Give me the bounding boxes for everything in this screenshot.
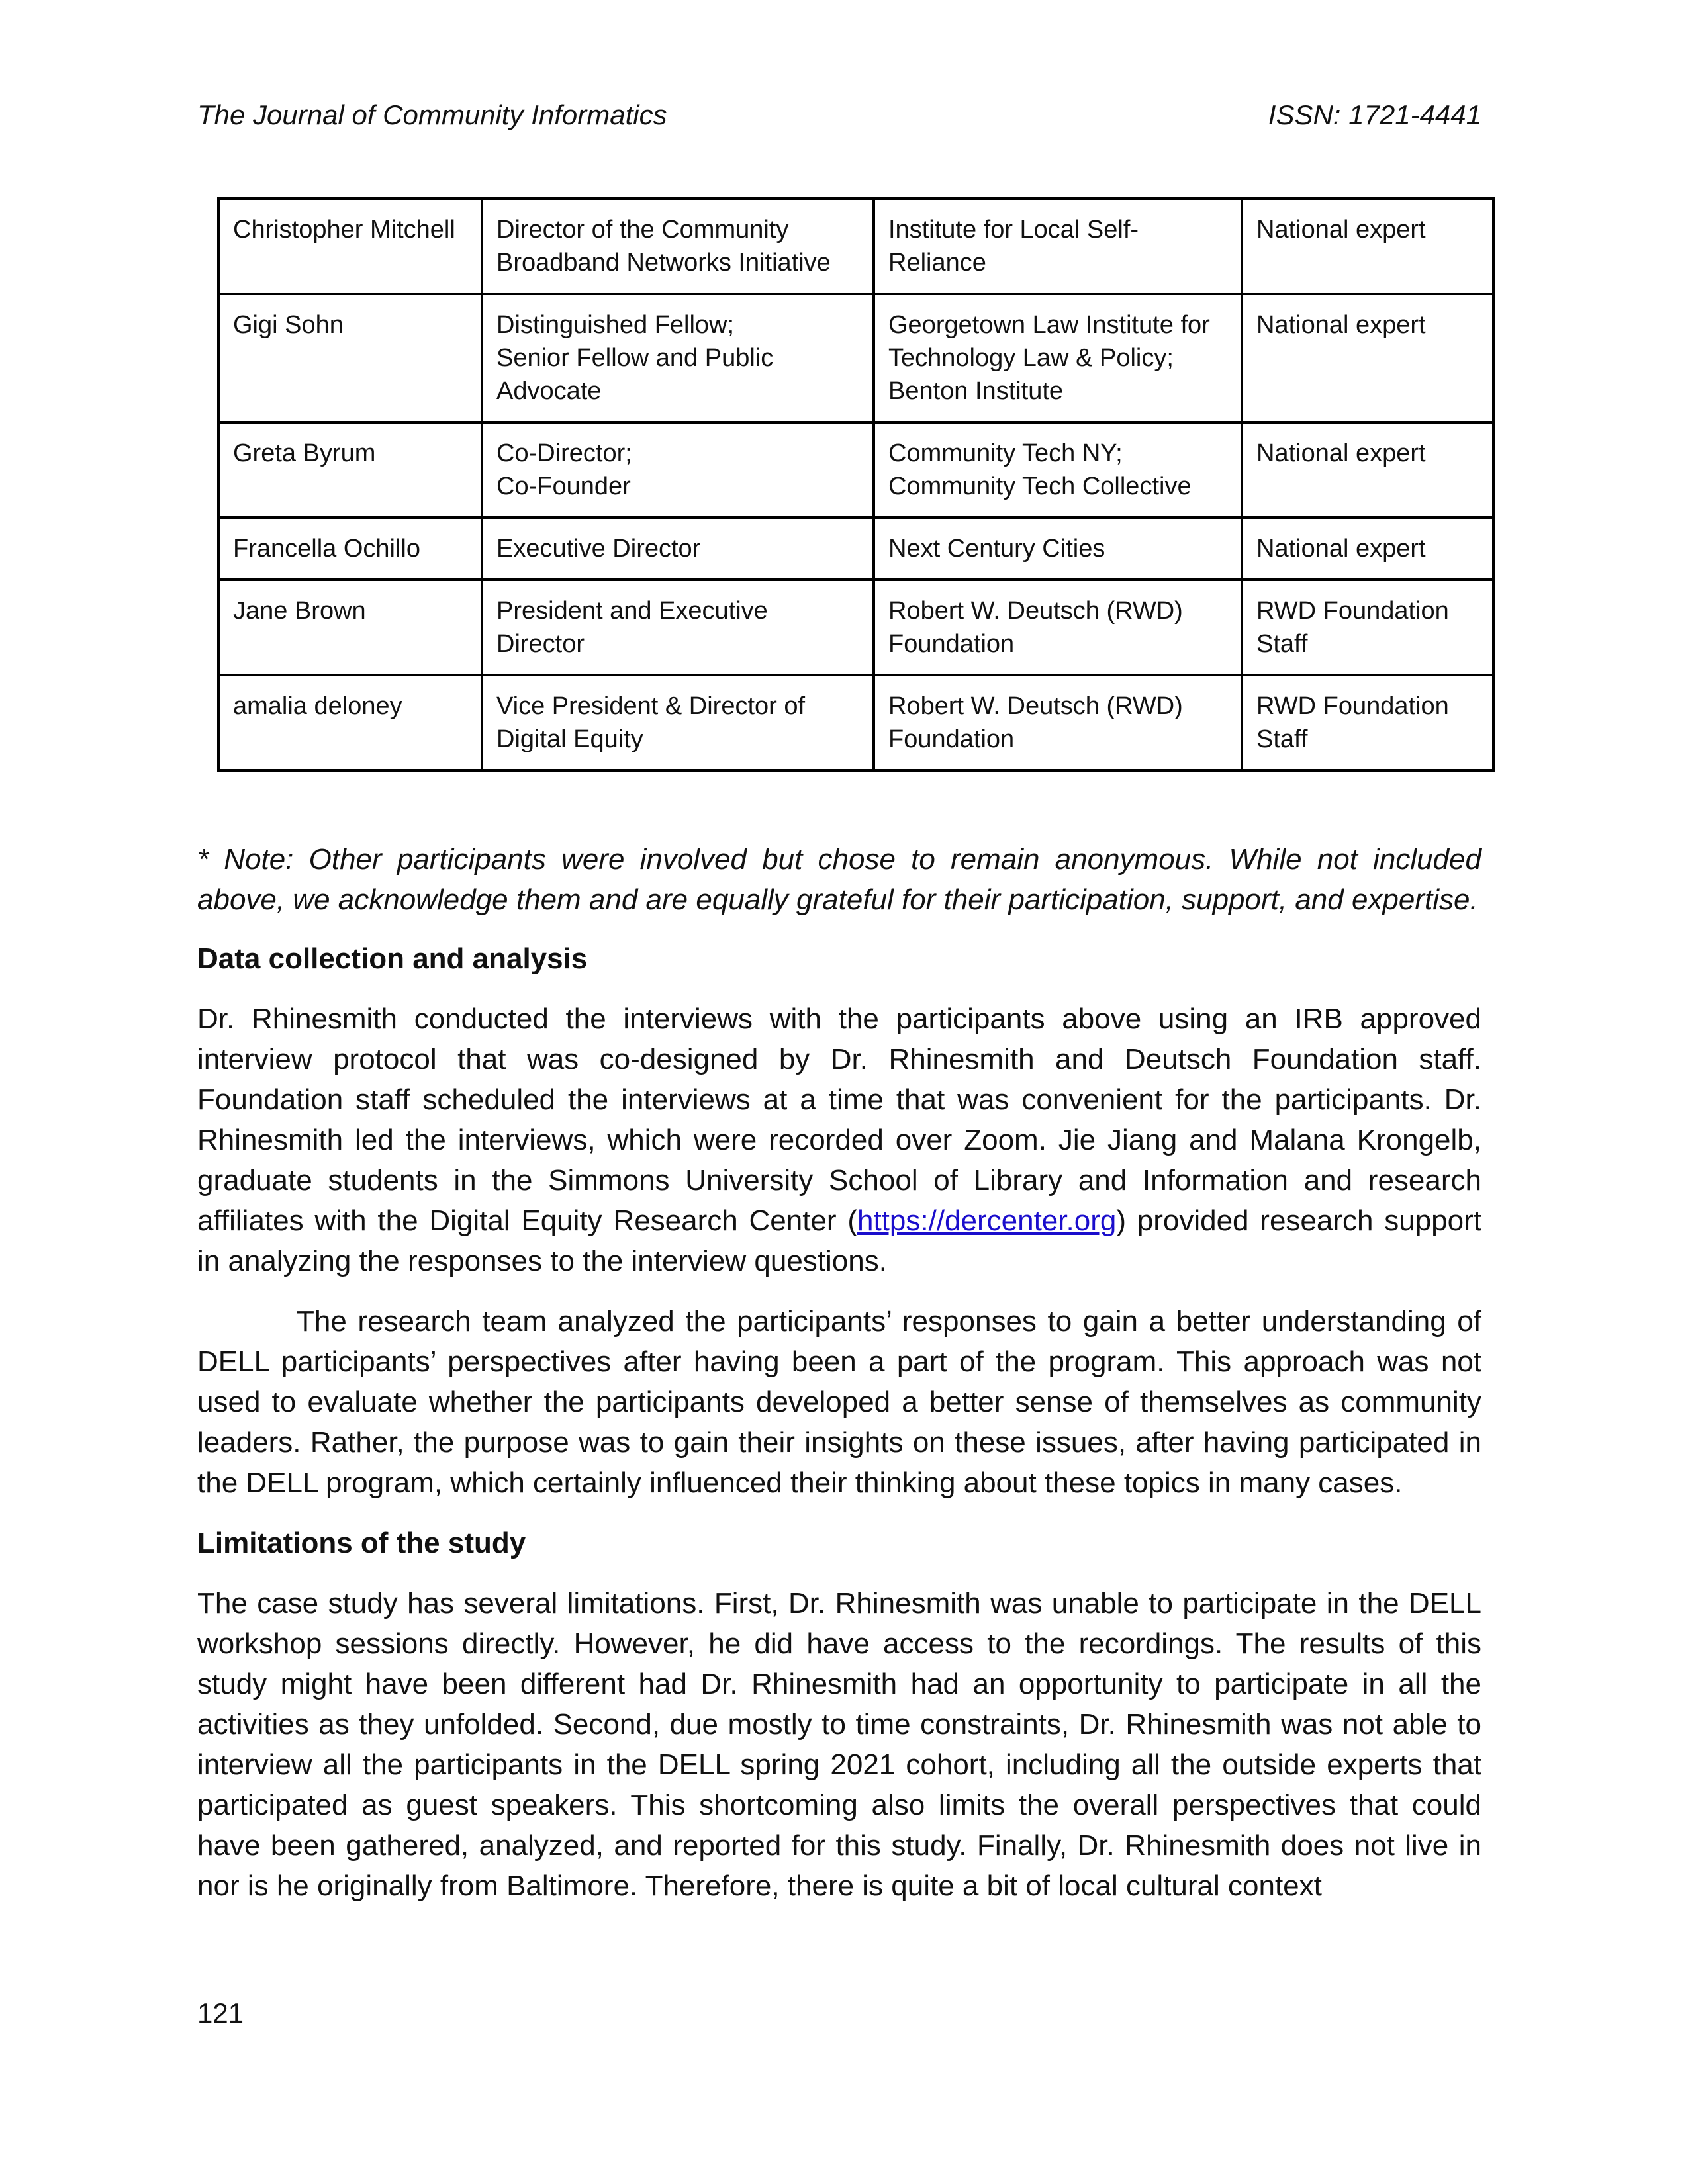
participant-role-cell [482, 580, 874, 675]
participant-organization-cell [874, 294, 1242, 422]
issn: ISSN: 1721-4441 [1268, 99, 1481, 130]
page-number: 121 [197, 1997, 244, 2028]
participant-type-text: Staff [1256, 725, 1308, 753]
participant-name-cell [218, 294, 482, 422]
participant-organization-text: Technology Law & Policy; [888, 344, 1174, 372]
participant-type-text: National expert [1256, 535, 1426, 563]
participant-name-cell [218, 675, 482, 770]
participant-organization-text: Next Century Cities [888, 535, 1105, 563]
participant-organization-text: Foundation [888, 725, 1015, 753]
participant-role-text: Executive Director [496, 535, 701, 563]
participant-name-text: Gigi Sohn [233, 311, 344, 339]
section-heading-limitations: Limitations of the study [197, 1527, 526, 1559]
anonymity-note: * Note: Other participants were involved but chose to remain anonymous. While not included above, we acknowledge them and are equally grateful for their participation, support, and expertise. [197, 843, 1481, 916]
participant-name-cell [218, 518, 482, 580]
participant-type-cell [1242, 199, 1493, 294]
participant-type-cell [1242, 675, 1493, 770]
participant-organization-text: Foundation [888, 630, 1015, 658]
participant-name-text: Christopher Mitchell [233, 216, 455, 244]
participant-organization-cell [874, 422, 1242, 518]
participant-role-text: Director [496, 630, 585, 658]
participant-type-text: Staff [1256, 630, 1308, 658]
table-row [218, 294, 1493, 422]
participant-type-text: National expert [1256, 439, 1426, 467]
participant-role-text: Co-Founder [496, 473, 631, 500]
participant-type-cell [1242, 294, 1493, 422]
participant-role-cell [482, 422, 874, 518]
paragraph-research-team: The research team analyzed the participants’ responses to gain a better understanding of DELL participants’ perspectives after having been a part of the program. This approach was not used to evaluate whether the participants developed a better sense of themselves as community leaders. Rather, the purpose was to gain their insights on these issues, after having participated in the DELL program, which certainly influenced their thinking about these topics in many cases. [197, 1305, 1481, 1499]
participant-name-text: amalia deloney [233, 692, 402, 720]
paragraph-data-collection [197, 999, 1481, 1281]
participants-table [217, 197, 1495, 772]
participant-role-text: Broadband Networks Initiative [496, 249, 831, 277]
participant-role-text: Director of the Community [496, 216, 789, 244]
paragraph-limitations: The case study has several limitations. First, Dr. Rhinesmith was unable to participate in the DELL workshop sessions directly. However, he did have access to the recordings. The results of this study might have been different had Dr. Rhinesmith had an opportunity to participate in all the activities as they unfolded. Second, due mostly to time constraints, Dr. Rhinesmith was not able to interview all the participants in the DELL spring 2021 cohort, including all the outside experts that participated as guest speakers. This shortcoming also limits the overall perspectives that could have been gathered, analyzed, and reported for this study. Finally, Dr. Rhinesmith does not live in nor is he originally from Baltimore. Therefore, there is quite a bit of local cultural context [197, 1587, 1481, 1902]
participant-organization-text: Georgetown Law Institute for [888, 311, 1210, 339]
participant-role-text: Vice President & Director of [496, 692, 806, 720]
participant-type-cell [1242, 580, 1493, 675]
participants-table-body [218, 199, 1493, 770]
participant-type-cell [1242, 518, 1493, 580]
participant-role-text: Senior Fellow and Public [496, 344, 774, 372]
participant-role-text: President and Executive [496, 597, 768, 625]
participant-role-cell [482, 675, 874, 770]
paragraph-text: ) provided research support in analyzing the responses to the interview questions. [197, 1205, 1482, 1277]
participant-role-text: Co-Director; [496, 439, 632, 467]
participant-name-cell [218, 199, 482, 294]
participant-organization-text: Institute for Local Self- [888, 216, 1139, 244]
table-row [218, 675, 1493, 770]
participant-organization-text: Benton Institute [888, 377, 1064, 405]
participant-name-text: Greta Byrum [233, 439, 376, 467]
article-body [197, 839, 1481, 1926]
participant-type-text: National expert [1256, 311, 1426, 339]
section-heading-data-collection: Data collection and analysis [197, 942, 588, 975]
table-row [218, 518, 1493, 580]
participant-organization-cell [874, 518, 1242, 580]
participant-role-text: Distinguished Fellow; [496, 311, 735, 339]
journal-title: The Journal of Community Informatics [197, 99, 667, 130]
participant-name-text: Jane Brown [233, 597, 366, 625]
participant-organization-text: Reliance [888, 249, 986, 277]
participant-organization-cell [874, 199, 1242, 294]
dercenter-link[interactable]: https://dercenter.org [857, 1205, 1117, 1237]
participant-type-text: RWD Foundation [1256, 692, 1449, 720]
paragraph-text: Dr. Rhinesmith conducted the interviews with the participants above using an IRB approved interview protocol that was co-designed by Dr. Rhinesmith and Deutsch Foundation staff. Foundation staff scheduled the interviews at a time that was convenient for the participants. Dr. Rhinesmith led the interviews, which were recorded over Zoom. Jie Jiang and Malana Krongelb, graduate students in the Simmons University School of Library and Information and research affiliates with the Digital Equity Research Center ( [197, 1003, 1481, 1237]
participant-name-cell [218, 580, 482, 675]
participant-organization-cell [874, 580, 1242, 675]
participant-type-text: RWD Foundation [1256, 597, 1449, 625]
table-row [218, 199, 1493, 294]
participant-organization-text: Robert W. Deutsch (RWD) [888, 692, 1183, 720]
participant-role-text: Digital Equity [496, 725, 643, 753]
participant-role-cell [482, 518, 874, 580]
participant-organization-cell [874, 675, 1242, 770]
running-header [197, 99, 1481, 131]
table-row [218, 422, 1493, 518]
participant-organization-text: Community Tech NY; [888, 439, 1123, 467]
participant-role-cell [482, 199, 874, 294]
participant-role-text: Advocate [496, 377, 602, 405]
participant-organization-text: Robert W. Deutsch (RWD) [888, 597, 1183, 625]
participant-name-cell [218, 422, 482, 518]
participant-type-cell [1242, 422, 1493, 518]
participant-type-text: National expert [1256, 216, 1426, 244]
participant-role-cell [482, 294, 874, 422]
participant-organization-text: Community Tech Collective [888, 473, 1192, 500]
participant-name-text: Francella Ochillo [233, 535, 420, 563]
table-row [218, 580, 1493, 675]
